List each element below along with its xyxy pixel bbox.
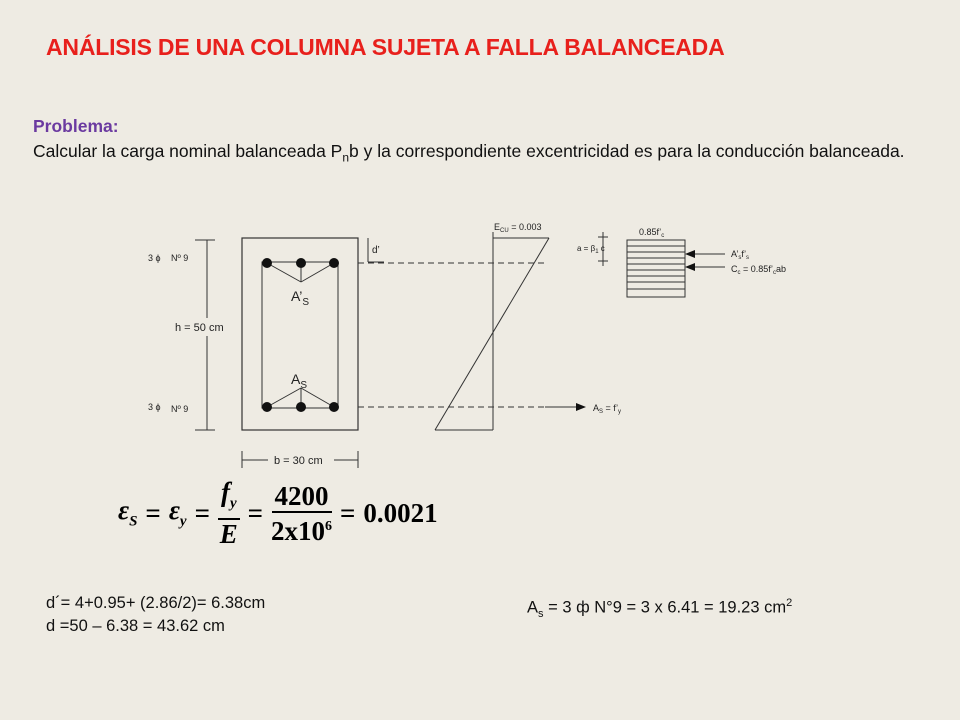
- eps-y: $\varepsilon_y$: [168, 495, 187, 530]
- bar-size-bottom: Nº 9: [171, 404, 189, 414]
- width-label: b = 30 cm: [274, 455, 323, 467]
- compression-steel-force-label: $A’_sf’_s$: [731, 249, 750, 261]
- strain-profile: [435, 238, 549, 430]
- bar-size-top: Nº 9: [171, 253, 189, 263]
- tension-force-arrow: [545, 403, 586, 411]
- fraction-values: $\frac{4200}{2x10^6}$: [271, 480, 333, 546]
- compression-steel-label: $A’_S$: [291, 288, 310, 308]
- d-prime-calc: d´= 4+0.95+ (2.86/2)= 6.38cm: [46, 594, 266, 612]
- ecu-label: $E_{CU} = 0.003$: [494, 222, 542, 234]
- stress-block: [627, 240, 685, 297]
- concrete-force-label: $C_c$ = $0.85f’_cab$: [731, 264, 786, 276]
- bar-count-top: 3 ϕ: [148, 253, 161, 263]
- bar-count-bottom: 3 ϕ: [148, 402, 161, 412]
- d-calc: d =50 – 6.38 = 43.62 cm: [46, 617, 225, 635]
- tension-steel-label: $A_S$: [291, 371, 308, 391]
- depth-calculations: [46, 592, 265, 638]
- slide-title: ANÁLISIS DE UNA COLUMNA SUJETA A FALLA BALANCEADA: [46, 34, 725, 60]
- stress-block-label: $0.85f’_c$: [639, 227, 665, 239]
- tension-force-label: $A_S$ = $f’_y$: [593, 403, 621, 415]
- strain-result: 0.0021: [363, 497, 438, 528]
- steel-area-calc: $A_s = 3$ ф N°9 = 3 x 6.41 = 19.23 $cm^2$: [527, 597, 793, 620]
- strain-formula: $\varepsilon_S$ = $\varepsilon_y$ = $\frac{f_y}{E}$ = $\frac{4200}{2x10^6}$ = 0.0021: [118, 476, 438, 550]
- eps-s: $\varepsilon_S$: [118, 495, 138, 530]
- fraction-fy-e: $\frac{f_y}{E}$: [219, 476, 238, 550]
- compression-force-arrows: [685, 250, 725, 271]
- problem-text: Calcular la carga nominal balanceada $P_nb$ y la correspondiente excentricidad es para la conducción balanceada.: [33, 141, 905, 165]
- d-prime-label: d’: [372, 245, 380, 256]
- height-label: h = 50 cm: [175, 322, 224, 334]
- problem-label: Problema:: [33, 116, 119, 136]
- a-depth-label: $a = \beta_1$ c: [577, 244, 605, 255]
